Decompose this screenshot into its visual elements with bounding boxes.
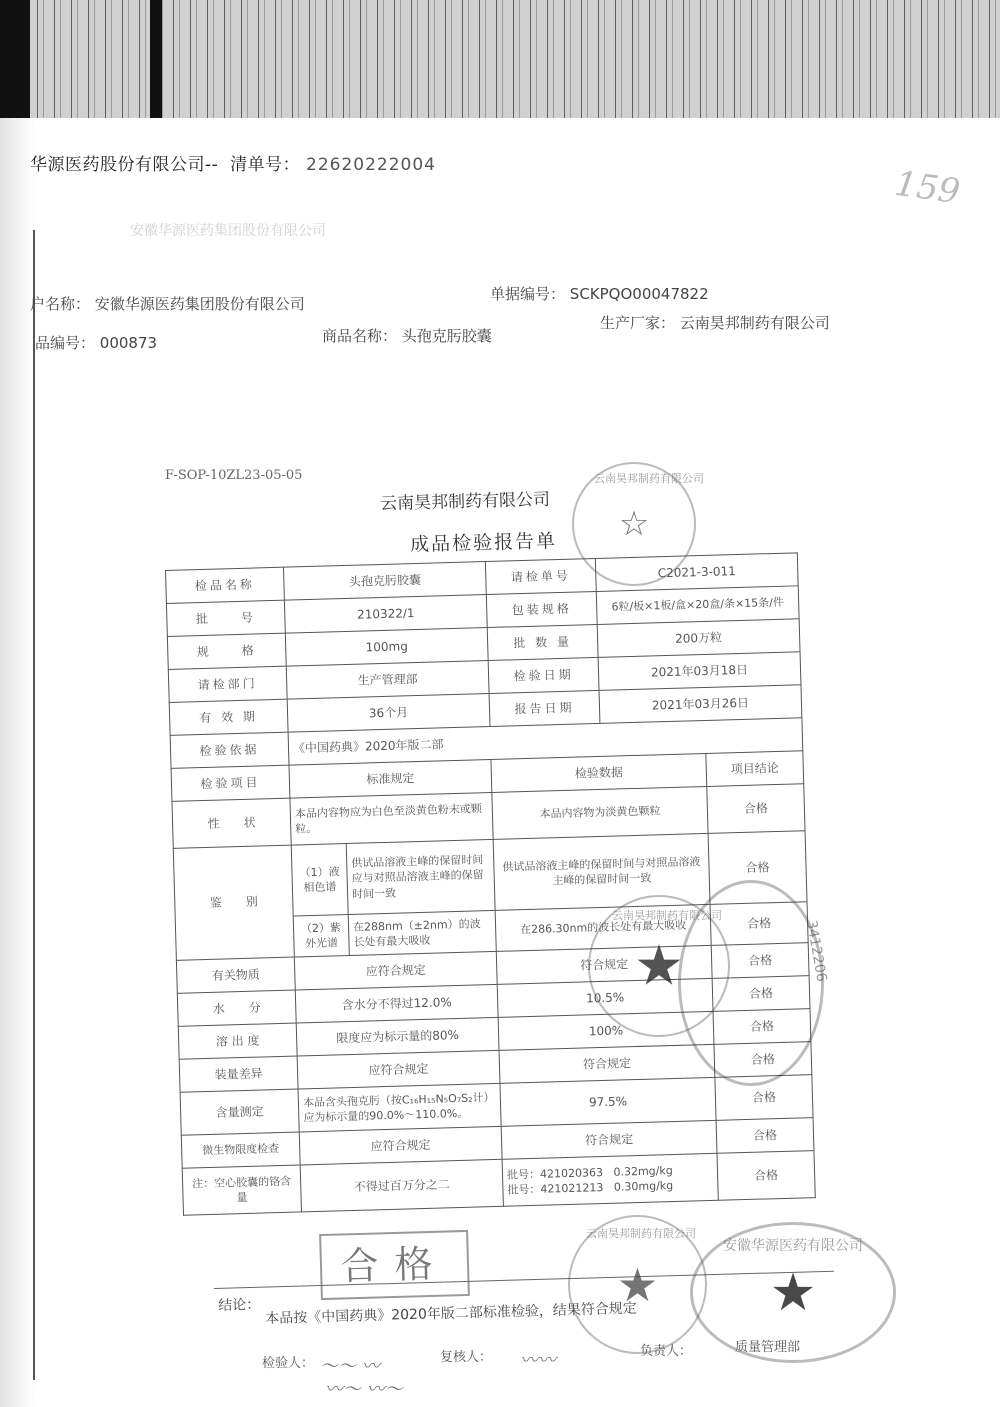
cell-water-data: 10.5%	[497, 978, 713, 1017]
cell-related-result: 合格	[711, 943, 809, 979]
cell-dissolution-name: 溶 出 度	[178, 1023, 297, 1059]
cell-test-date-label: 检验日期	[488, 657, 599, 693]
product-name-line	[322, 325, 492, 346]
column-header-item: 检验项目	[171, 765, 290, 801]
cell-dept-label: 请检部门	[168, 666, 287, 702]
cell-batch-label: 批 号	[166, 600, 285, 636]
handwritten-page-mark: 159	[892, 163, 963, 213]
seal-star-icon: ☆	[618, 504, 650, 544]
header-list-label: 清单号：	[230, 155, 301, 175]
inspector-label: 检验人：	[262, 1356, 315, 1371]
header-company: 华源医药股份有限公司--	[30, 155, 219, 175]
conclusion-label: 结论：	[218, 1296, 261, 1314]
inspection-report-table	[165, 552, 816, 1215]
cell-qty-value: 200万粒	[597, 619, 800, 658]
cell-req-no-label: 请检单号	[485, 558, 596, 594]
scanner-top-band	[0, 0, 1000, 118]
scan-dark-band	[150, 0, 162, 118]
cell-capsule-data	[502, 1153, 718, 1206]
cell-water-name: 水 分	[177, 990, 296, 1026]
manufacturer-value: 云南昊邦制药有限公司	[679, 314, 830, 332]
cell-fill-standard: 应符合规定	[297, 1050, 500, 1089]
cell-dissolution-standard: 限度应为标示量的80%	[296, 1017, 499, 1056]
capsule-batch-2: 批号：421021213 0.30mg/kg	[507, 1179, 674, 1197]
inspector-signature-2: 〰〜 〰〜	[325, 1379, 403, 1400]
cell-capsule-standard: 不得过百万分之二	[300, 1159, 503, 1212]
cell-appearance-name: 性 状	[172, 798, 291, 848]
reviewer-label: 复核人：	[440, 1350, 493, 1365]
column-header-standard: 标准规定	[289, 759, 492, 798]
cell-ident-result2: 合格	[710, 902, 808, 946]
product-code-label: 品编号：	[35, 334, 96, 352]
cell-spec-label: 规 格	[167, 633, 286, 669]
seal-bottom-right-text: 安徽华源医药有限公司	[723, 1238, 863, 1254]
oval-seal-mid	[678, 880, 830, 1086]
product-name-value: 头孢克肟胶囊	[401, 327, 492, 345]
doc-number-value: SCKPQO00047822	[569, 285, 709, 303]
cell-req-no-value: C2021-3-011	[595, 553, 798, 592]
product-name-label: 商品名称：	[322, 327, 398, 345]
cell-appearance-data: 本品内容物为淡黄色颗粒	[492, 786, 708, 839]
cell-ident-name: 鉴 别	[173, 845, 294, 960]
cell-dissolution-result: 合格	[713, 1009, 811, 1045]
cell-batch-value: 210322/1	[284, 595, 487, 634]
cell-appearance-result: 合格	[707, 784, 805, 834]
cell-qty-label: 批 数 量	[487, 624, 598, 660]
header-list-number: 22620222004	[306, 155, 436, 175]
customer-label: 户名称：	[30, 295, 91, 313]
cell-valid-value: 36个月	[287, 693, 490, 732]
cell-capsule-name: 注：空心胶囊的铬含量	[182, 1165, 301, 1215]
cell-product-label: 检品名称	[166, 567, 285, 603]
column-header-conclusion: 项目结论	[706, 751, 804, 787]
cell-pack-value: 6粒/板×1板/盒×20盒/条×15条/件	[596, 586, 799, 625]
cell-pack-label: 包装规格	[486, 591, 597, 627]
cell-spec-value: 100mg	[285, 628, 488, 667]
seal-star-icon: ★	[769, 1262, 817, 1323]
document-reference: F-SOP-10ZL23-05-05	[165, 468, 303, 483]
cell-appearance-standard: 本品内容物应为白色至淡黄色粉末或颗粒。	[290, 792, 493, 845]
scan-left-line	[33, 230, 35, 1380]
cell-dept-value: 生产管理部	[286, 661, 489, 700]
report-title: 成品检验报告单	[409, 530, 558, 556]
cell-fill-result: 合格	[714, 1042, 812, 1078]
inspector-signature: 〜〜 〰	[320, 1356, 380, 1377]
cell-assay-data: 97.5%	[500, 1077, 716, 1126]
cell-ident-sub2: （2）紫外光谱	[293, 915, 349, 958]
cell-ident-result1: 合格	[708, 831, 807, 905]
cell-ident-data1: 供试品溶液主峰的保留时间与对照品溶液主峰的保留时间一致	[493, 833, 710, 910]
cell-product-value: 头孢克肟胶囊	[283, 562, 486, 601]
cell-assay-result: 合格	[715, 1075, 813, 1121]
doc-number-line	[490, 283, 709, 304]
qualified-seal-box	[319, 1230, 470, 1300]
cell-basis-label: 检验依据	[170, 732, 289, 768]
seal-mid-number: 3412206	[802, 918, 830, 984]
cell-assay-standard: 本品含头孢克肟（按C₁₆H₁₅N₅O₇S₂计）应为标示量的90.0%～110.0%。	[298, 1083, 501, 1132]
cell-valid-label: 有 效 期	[169, 699, 288, 735]
cell-ident-data2: 在286.30nm的波长处有最大吸收	[495, 904, 711, 951]
cell-dissolution-data: 100%	[498, 1011, 714, 1050]
cell-report-date-value: 2021年03月26日	[599, 685, 802, 724]
cell-micro-data: 符合规定	[501, 1120, 717, 1159]
faded-company-line: 安徽华源医药集团股份有限公司	[130, 223, 326, 239]
cell-ident-sub1: （1）液相色谱	[291, 844, 348, 917]
cell-related-data: 符合规定	[496, 945, 712, 984]
capsule-batch-1: 批号：421020363 0.32mg/kg	[506, 1163, 673, 1182]
cell-fill-data: 符合规定	[499, 1044, 715, 1083]
seal-star-icon: ★	[633, 933, 685, 999]
seal-bottom-left-text: 云南昊邦制药有限公司	[586, 1227, 696, 1240]
cell-water-standard: 含水分不得过12.0%	[295, 984, 498, 1023]
cell-fill-name: 装量差异	[179, 1056, 298, 1092]
reviewer-signature: 〰〰	[520, 1350, 556, 1371]
cell-micro-result: 合格	[716, 1118, 814, 1154]
cell-ident-std1: 供试品溶液主峰的保留时间应与对照品溶液主峰的保留时间一致	[346, 839, 495, 914]
scan-dark-edge	[0, 0, 30, 118]
cell-ident-std2: 在288nm（±2nm）的波长处有最大吸收	[348, 910, 496, 955]
cell-basis-value: 《中国药典》2020年版二部	[288, 718, 803, 765]
customer-line	[30, 293, 305, 314]
manufacturer-label: 生产厂家：	[600, 314, 676, 332]
cell-test-date-value: 2021年03月18日	[598, 652, 801, 691]
header-line	[30, 150, 436, 175]
conclusion-text: 本品按《中国药典》2020年版二部标准检验，结果符合规定	[265, 1300, 638, 1327]
cell-micro-standard: 应符合规定	[299, 1126, 502, 1165]
column-header-data: 检验数据	[491, 753, 707, 792]
product-code-value: 000873	[99, 334, 158, 352]
qualified-seal-text: 合格	[339, 1241, 450, 1289]
cell-report-date-label: 报告日期	[489, 690, 600, 726]
cell-related-standard: 应符合规定	[294, 951, 497, 990]
seal-star-icon: ★	[616, 1257, 659, 1312]
report-company: 云南昊邦制药有限公司	[379, 489, 551, 515]
seal-top-text: 云南昊邦制药有限公司	[594, 472, 704, 485]
product-code-line	[35, 332, 157, 353]
customer-value: 安徽华源医药集团股份有限公司	[94, 295, 305, 313]
seal-mid-text: 云南昊邦制药有限公司	[612, 909, 722, 922]
cell-micro-name: 微生物限度检查	[181, 1132, 300, 1168]
manufacturer-line	[600, 312, 830, 333]
quality-dept-label: 质量管理部	[735, 1340, 801, 1355]
company-seal-bottom-left	[568, 1215, 707, 1354]
cell-water-result: 合格	[712, 976, 810, 1012]
cell-related-name: 有关物质	[176, 957, 295, 993]
cell-capsule-result: 合格	[717, 1151, 815, 1201]
responsible-label: 负责人：	[640, 1344, 693, 1359]
doc-number-label: 单据编号：	[490, 285, 566, 303]
cell-assay-name: 含量测定	[180, 1089, 299, 1135]
